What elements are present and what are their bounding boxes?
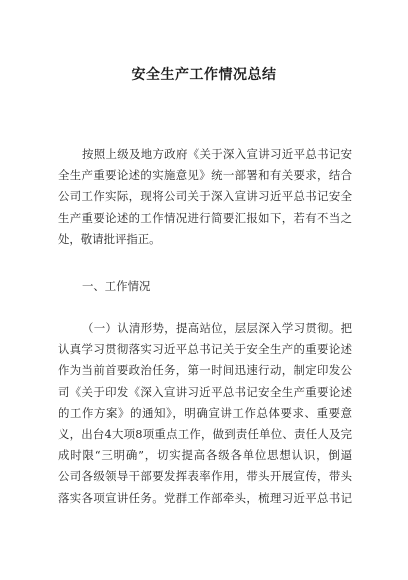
item-1-line: 作为当前首要政治任务，第一时间迅速行动，制定印发公 xyxy=(58,363,352,378)
intro-paragraph xyxy=(58,144,352,250)
item-1-line: 的工作方案》的通知》，明确宣讲工作总体要求、重要意 xyxy=(58,405,352,420)
item-1-line: 认真学习贯彻落实习近平总书记关于安全生产的重要论述 xyxy=(58,342,352,357)
document-title: 安全生产工作情况总结 xyxy=(131,67,277,83)
intro-line: 公司工作实际，现将公司关于深入宣讲习近平总书记安全 xyxy=(58,189,352,204)
item-1-line: 公司各级领导干部要发挥表率作用，带头开展宣传，带头 xyxy=(58,469,352,484)
intro-line: 按照上级及地方政府《关于深入宣讲习近平总书记安 xyxy=(82,147,352,161)
section-heading: 一、工作情况 xyxy=(82,279,151,293)
item-1-line: 义，出台4大项8项重点工作，做到责任单位、责任人及完 xyxy=(58,426,352,441)
item-1-line: 司《关于印发《深入宣讲习近平总书记安全生产重要论述 xyxy=(58,384,352,399)
intro-line: 生产重要论述的工作情况进行简要汇报如下，若有不当之 xyxy=(58,210,352,225)
item-1-line: （一）认清形势，提高站位，层层深入学习贯彻。把 xyxy=(82,321,352,335)
item-1-paragraph xyxy=(58,318,352,509)
intro-line: 全生产重要论述的实施意见》统一部署和有关要求，结合 xyxy=(58,168,352,183)
item-1-line: 成时限“三明确”，切实提高各级各单位思想认识，倒逼 xyxy=(58,448,352,463)
item-1-line: 落实各项宣讲任务。党群工作部牵头，梳理习近平总书记 xyxy=(58,490,352,505)
intro-line: 处，敬请批评指正。 xyxy=(58,231,161,246)
